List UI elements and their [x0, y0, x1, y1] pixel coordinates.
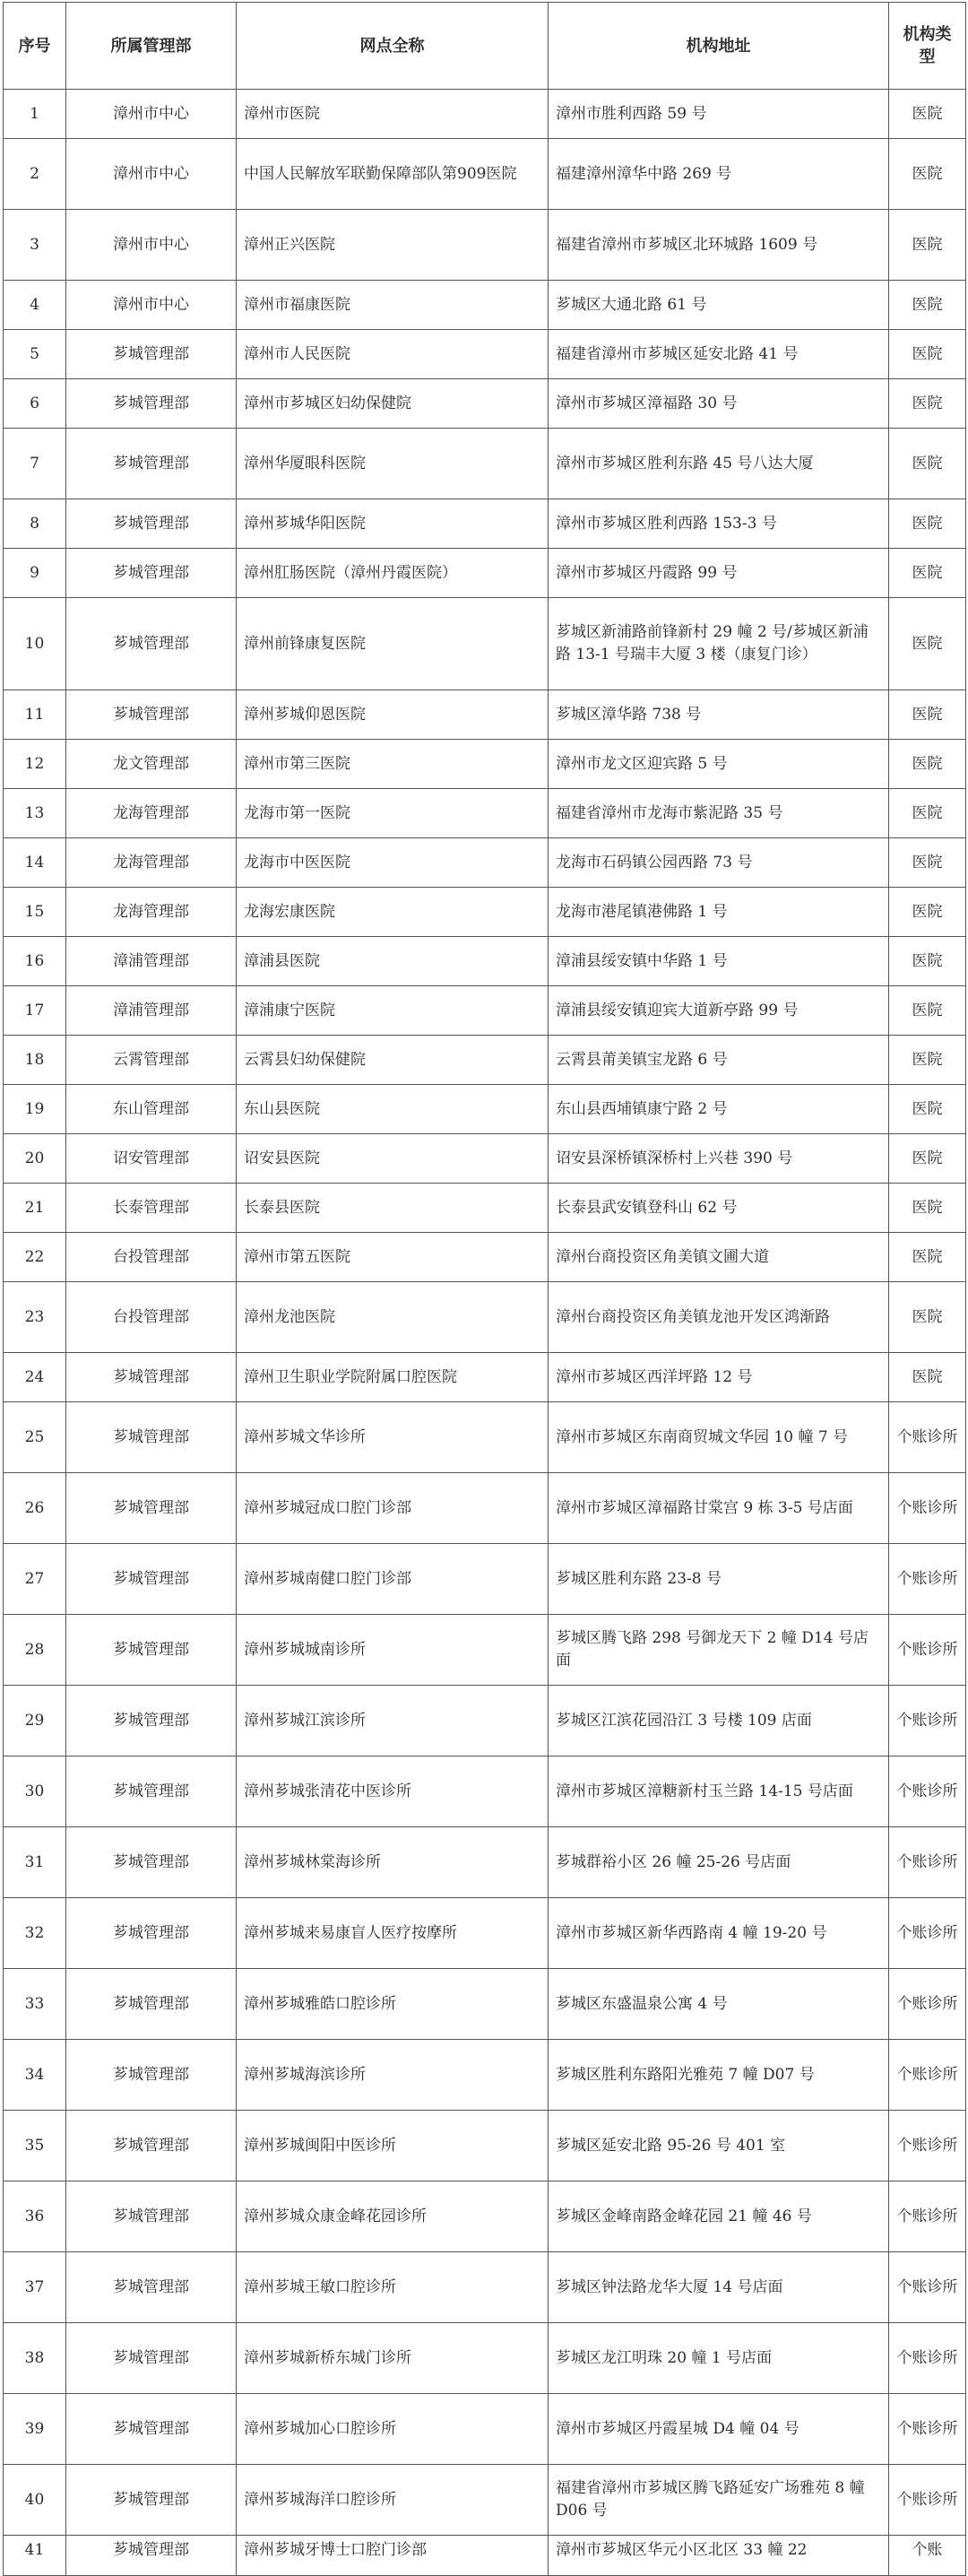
- cell-no: 10: [4, 598, 66, 690]
- cell-addr: 芗城区钟法路龙华大厦 14 号店面: [549, 2252, 889, 2323]
- cell-addr: 芗城群裕小区 26 幢 25-26 号店面: [549, 1827, 889, 1898]
- cell-dept: 龙文管理部: [66, 740, 237, 789]
- cell-type: 个账诊所: [889, 2111, 966, 2181]
- cell-dept: 芗城管理部: [66, 379, 237, 429]
- table-row: [4, 1233, 966, 1282]
- cell-addr: 芗城区腾飞路 298 号御龙天下 2 幢 D14 号店面: [549, 1615, 889, 1686]
- cell-addr: 漳州市龙文区迎宾路 5 号: [549, 740, 889, 789]
- cell-type: 个账: [889, 2536, 966, 2576]
- cell-type: 医院: [889, 598, 966, 690]
- cell-name: 漳州前锋康复医院: [237, 598, 549, 690]
- cell-type: 医院: [889, 139, 966, 210]
- cell-dept: 芗城管理部: [66, 2323, 237, 2394]
- cell-dept: 云霄管理部: [66, 1036, 237, 1085]
- cell-no: 31: [4, 1827, 66, 1898]
- cell-no: 8: [4, 499, 66, 549]
- cell-type: 医院: [889, 379, 966, 429]
- cell-addr: 芗城区胜利东路阳光雅苑 7 幢 D07 号: [549, 2040, 889, 2111]
- cell-dept: 龙海管理部: [66, 838, 237, 888]
- cell-name: 漳州肛肠医院（漳州丹霞医院）: [237, 549, 549, 598]
- table-row: [4, 1353, 966, 1402]
- table-row: [4, 937, 966, 986]
- cell-name: 漳州芗城海滨诊所: [237, 2040, 549, 2111]
- cell-no: 3: [4, 210, 66, 281]
- cell-addr: 漳州台商投资区角美镇文圃大道: [549, 1233, 889, 1282]
- header-name: 网点全称: [237, 3, 549, 90]
- table-row: [4, 1184, 966, 1233]
- cell-dept: 芗城管理部: [66, 598, 237, 690]
- cell-name: 漳州市人民医院: [237, 330, 549, 379]
- cell-dept: 芗城管理部: [66, 2394, 237, 2465]
- cell-addr: 东山县西埔镇康宁路 2 号: [549, 1085, 889, 1134]
- cell-no: 19: [4, 1085, 66, 1134]
- cell-name: 漳州芗城新桥东城门诊所: [237, 2323, 549, 2394]
- cell-type: 医院: [889, 1353, 966, 1402]
- cell-type: 医院: [889, 1085, 966, 1134]
- cell-addr: 芗城区延安北路 95-26 号 401 室: [549, 2111, 889, 2181]
- header-dept: 所属管理部: [66, 3, 237, 90]
- cell-name: 漳州芗城城南诊所: [237, 1615, 549, 1686]
- cell-no: 32: [4, 1898, 66, 1969]
- cell-no: 29: [4, 1686, 66, 1756]
- cell-no: 1: [4, 90, 66, 139]
- cell-name: 东山县医院: [237, 1085, 549, 1134]
- cell-type: 个账诊所: [889, 2181, 966, 2252]
- cell-dept: 漳州市中心: [66, 210, 237, 281]
- cell-name: 龙海市第一医院: [237, 789, 549, 838]
- table-row: [4, 1282, 966, 1353]
- cell-dept: 芗城管理部: [66, 1353, 237, 1402]
- cell-no: 35: [4, 2111, 66, 2181]
- cell-addr: 漳浦县绥安镇中华路 1 号: [549, 937, 889, 986]
- cell-type: 个账诊所: [889, 2394, 966, 2465]
- cell-name: 漳州芗城华阳医院: [237, 499, 549, 549]
- cell-type: 医院: [889, 789, 966, 838]
- cell-no: 12: [4, 740, 66, 789]
- cell-dept: 芗城管理部: [66, 690, 237, 740]
- cell-addr: 长泰县武安镇登科山 62 号: [549, 1184, 889, 1233]
- table-row: [4, 549, 966, 598]
- cell-addr: 漳浦县绥安镇迎宾大道新亭路 99 号: [549, 986, 889, 1036]
- cell-name: 诏安县医院: [237, 1134, 549, 1184]
- table-row: [4, 139, 966, 210]
- cell-name: 漳州芗城闽阳中医诊所: [237, 2111, 549, 2181]
- cell-type: 个账诊所: [889, 1827, 966, 1898]
- cell-no: 41: [4, 2536, 66, 2576]
- cell-dept: 芗城管理部: [66, 2181, 237, 2252]
- cell-dept: 漳州市中心: [66, 281, 237, 330]
- cell-no: 15: [4, 888, 66, 937]
- cell-type: 个账诊所: [889, 1898, 966, 1969]
- cell-addr: 漳州市芗城区华元小区北区 33 幢 22: [549, 2536, 889, 2576]
- cell-name: 漳州市第五医院: [237, 1233, 549, 1282]
- cell-addr: 龙海市石码镇公园西路 73 号: [549, 838, 889, 888]
- table-row: [4, 1969, 966, 2040]
- cell-type: 医院: [889, 549, 966, 598]
- cell-no: 39: [4, 2394, 66, 2465]
- cell-no: 2: [4, 139, 66, 210]
- cell-addr: 龙海市港尾镇港佛路 1 号: [549, 888, 889, 937]
- cell-addr: 芗城区江滨花园沿江 3 号楼 109 店面: [549, 1686, 889, 1756]
- cell-addr: 漳州市芗城区东南商贸城文华园 10 幢 7 号: [549, 1402, 889, 1473]
- cell-type: 医院: [889, 499, 966, 549]
- cell-name: 漳州芗城南健口腔门诊部: [237, 1544, 549, 1615]
- table-row: [4, 1473, 966, 1544]
- table-row: [4, 888, 966, 937]
- cell-type: 医院: [889, 330, 966, 379]
- cell-name: 龙海宏康医院: [237, 888, 549, 937]
- cell-name: 漳州龙池医院: [237, 1282, 549, 1353]
- cell-name: 漳州正兴医院: [237, 210, 549, 281]
- cell-addr: 漳州市芗城区漳福路甘棠宫 9 栋 3-5 号店面: [549, 1473, 889, 1544]
- cell-no: 20: [4, 1134, 66, 1184]
- cell-type: 个账诊所: [889, 1686, 966, 1756]
- cell-name: 漳州芗城张清花中医诊所: [237, 1756, 549, 1827]
- cell-dept: 芗城管理部: [66, 1615, 237, 1686]
- cell-addr: 芗城区龙江明珠 20 幢 1 号店面: [549, 2323, 889, 2394]
- cell-dept: 龙海管理部: [66, 888, 237, 937]
- cell-addr: 福建省漳州市芗城区延安北路 41 号: [549, 330, 889, 379]
- cell-no: 18: [4, 1036, 66, 1085]
- table-row: [4, 2394, 966, 2465]
- cell-type: 医院: [889, 1282, 966, 1353]
- cell-dept: 芗城管理部: [66, 1898, 237, 1969]
- table-row: [4, 1898, 966, 1969]
- table-row: [4, 2252, 966, 2323]
- cell-type: 个账诊所: [889, 1615, 966, 1686]
- cell-dept: 芗城管理部: [66, 1827, 237, 1898]
- table-row: [4, 598, 966, 690]
- cell-type: 医院: [889, 1134, 966, 1184]
- cell-no: 21: [4, 1184, 66, 1233]
- cell-no: 40: [4, 2465, 66, 2536]
- cell-type: 个账诊所: [889, 2252, 966, 2323]
- cell-type: 个账诊所: [889, 2465, 966, 2536]
- cell-dept: 芗城管理部: [66, 2040, 237, 2111]
- cell-type: 医院: [889, 838, 966, 888]
- cell-no: 4: [4, 281, 66, 330]
- cell-dept: 芗城管理部: [66, 549, 237, 598]
- cell-dept: 芗城管理部: [66, 429, 237, 499]
- cell-type: 个账诊所: [889, 2040, 966, 2111]
- table-row: [4, 210, 966, 281]
- cell-no: 34: [4, 2040, 66, 2111]
- cell-name: 漳州芗城牙博士口腔门诊部: [237, 2536, 549, 2576]
- table-row: [4, 2323, 966, 2394]
- table-row: [4, 499, 966, 549]
- table-row: [4, 1544, 966, 1615]
- cell-name: 漳州芗城加心口腔诊所: [237, 2394, 549, 2465]
- cell-no: 27: [4, 1544, 66, 1615]
- table-row: [4, 2181, 966, 2252]
- cell-type: 医院: [889, 690, 966, 740]
- cell-addr: 福建漳州漳华中路 269 号: [549, 139, 889, 210]
- table-row: [4, 2465, 966, 2536]
- cell-name: 漳州市芗城区妇幼保健院: [237, 379, 549, 429]
- cell-addr: 漳州市芗城区西洋坪路 12 号: [549, 1353, 889, 1402]
- table-row: [4, 740, 966, 789]
- cell-type: 医院: [889, 986, 966, 1036]
- cell-no: 37: [4, 2252, 66, 2323]
- cell-no: 23: [4, 1282, 66, 1353]
- cell-addr: 芗城区金峰南路金峰花园 21 幢 46 号: [549, 2181, 889, 2252]
- header-no: 序号: [4, 3, 66, 90]
- table-row: [4, 1827, 966, 1898]
- cell-name: 漳州芗城众康金峰花园诊所: [237, 2181, 549, 2252]
- cell-dept: 台投管理部: [66, 1233, 237, 1282]
- cell-name: 漳州芗城江滨诊所: [237, 1686, 549, 1756]
- cell-name: 漳州芗城来易康盲人医疗按摩所: [237, 1898, 549, 1969]
- cell-type: 医院: [889, 429, 966, 499]
- cell-dept: 芗城管理部: [66, 1756, 237, 1827]
- cell-no: 36: [4, 2181, 66, 2252]
- cell-addr: 漳州市芗城区丹霞星城 D4 幢 04 号: [549, 2394, 889, 2465]
- cell-addr: 福建省漳州市芗城区北环城路 1609 号: [549, 210, 889, 281]
- cell-no: 5: [4, 330, 66, 379]
- cell-name: 漳州芗城海洋口腔诊所: [237, 2465, 549, 2536]
- cell-addr: 漳州市芗城区胜利东路 45 号八达大厦: [549, 429, 889, 499]
- cell-dept: 东山管理部: [66, 1085, 237, 1134]
- cell-no: 14: [4, 838, 66, 888]
- table-row: [4, 1036, 966, 1085]
- cell-dept: 芗城管理部: [66, 2252, 237, 2323]
- table-row: [4, 690, 966, 740]
- cell-name: 漳州芗城王敏口腔诊所: [237, 2252, 549, 2323]
- cell-addr: 漳州市芗城区漳福路 30 号: [549, 379, 889, 429]
- cell-no: 7: [4, 429, 66, 499]
- cell-type: 医院: [889, 740, 966, 789]
- cell-addr: 漳州台商投资区角美镇龙池开发区鸿渐路: [549, 1282, 889, 1353]
- table-row: [4, 330, 966, 379]
- cell-dept: 芗城管理部: [66, 330, 237, 379]
- table-row: [4, 1402, 966, 1473]
- cell-no: 25: [4, 1402, 66, 1473]
- table-row: [4, 429, 966, 499]
- cell-type: 医院: [889, 90, 966, 139]
- cell-type: 医院: [889, 281, 966, 330]
- cell-addr: 芗城区东盛温泉公寓 4 号: [549, 1969, 889, 2040]
- cell-dept: 芗城管理部: [66, 1544, 237, 1615]
- table-row: [4, 1085, 966, 1134]
- cell-no: 9: [4, 549, 66, 598]
- cell-no: 30: [4, 1756, 66, 1827]
- cell-dept: 芗城管理部: [66, 2111, 237, 2181]
- cell-name: 漳州卫生职业学院附属口腔医院: [237, 1353, 549, 1402]
- cell-type: 个账诊所: [889, 1402, 966, 1473]
- cell-addr: 漳州市芗城区胜利西路 153-3 号: [549, 499, 889, 549]
- cell-name: 中国人民解放军联勤保障部队第909医院: [237, 139, 549, 210]
- table-row: [4, 281, 966, 330]
- table-body: [4, 90, 966, 2576]
- cell-no: 26: [4, 1473, 66, 1544]
- cell-dept: 长泰管理部: [66, 1184, 237, 1233]
- table-row: [4, 90, 966, 139]
- cell-type: 个账诊所: [889, 1969, 966, 2040]
- cell-type: 医院: [889, 210, 966, 281]
- cell-name: 漳州市医院: [237, 90, 549, 139]
- cell-no: 24: [4, 1353, 66, 1402]
- cell-type: 医院: [889, 888, 966, 937]
- cell-no: 6: [4, 379, 66, 429]
- header-type: 机构类型: [889, 3, 966, 90]
- table-row: [4, 1615, 966, 1686]
- cell-no: 17: [4, 986, 66, 1036]
- clinic-table: [3, 2, 966, 2576]
- cell-addr: 福建省漳州市龙海市紫泥路 35 号: [549, 789, 889, 838]
- header-addr: 机构地址: [549, 3, 889, 90]
- cell-name: 漳州芗城林棠海诊所: [237, 1827, 549, 1898]
- cell-dept: 诏安管理部: [66, 1134, 237, 1184]
- cell-no: 13: [4, 789, 66, 838]
- cell-addr: 芗城区胜利东路 23-8 号: [549, 1544, 889, 1615]
- cell-name: 云霄县妇幼保健院: [237, 1036, 549, 1085]
- cell-dept: 芗城管理部: [66, 2536, 237, 2576]
- cell-name: 漳州芗城冠成口腔门诊部: [237, 1473, 549, 1544]
- cell-dept: 芗城管理部: [66, 2465, 237, 2536]
- cell-name: 漳州芗城雅皓口腔诊所: [237, 1969, 549, 2040]
- cell-dept: 芗城管理部: [66, 1402, 237, 1473]
- cell-dept: 漳州市中心: [66, 139, 237, 210]
- cell-no: 22: [4, 1233, 66, 1282]
- cell-addr: 漳州市芗城区漳糖新村玉兰路 14-15 号店面: [549, 1756, 889, 1827]
- table-row: [4, 838, 966, 888]
- cell-dept: 漳浦管理部: [66, 937, 237, 986]
- header-row: [4, 3, 966, 90]
- table-row: [4, 1756, 966, 1827]
- cell-dept: 台投管理部: [66, 1282, 237, 1353]
- cell-name: 漳州芗城仰恩医院: [237, 690, 549, 740]
- cell-type: 医院: [889, 1036, 966, 1085]
- cell-addr: 漳州市芗城区丹霞路 99 号: [549, 549, 889, 598]
- cell-no: 38: [4, 2323, 66, 2394]
- table-row: [4, 986, 966, 1036]
- cell-type: 个账诊所: [889, 1473, 966, 1544]
- cell-name: 漳浦康宁医院: [237, 986, 549, 1036]
- cell-type: 个账诊所: [889, 1756, 966, 1827]
- cell-addr: 漳州市芗城区新华西路南 4 幢 19-20 号: [549, 1898, 889, 1969]
- cell-dept: 漳浦管理部: [66, 986, 237, 1036]
- cell-addr: 芗城区大通北路 61 号: [549, 281, 889, 330]
- cell-name: 漳州芗城文华诊所: [237, 1402, 549, 1473]
- table-row: [4, 1686, 966, 1756]
- cell-name: 漳浦县医院: [237, 937, 549, 986]
- cell-name: 龙海市中医医院: [237, 838, 549, 888]
- cell-dept: 漳州市中心: [66, 90, 237, 139]
- cell-addr: 云霄县莆美镇宝龙路 6 号: [549, 1036, 889, 1085]
- cell-addr: 漳州市胜利西路 59 号: [549, 90, 889, 139]
- cell-type: 医院: [889, 937, 966, 986]
- cell-no: 28: [4, 1615, 66, 1686]
- cell-addr: 芗城区新浦路前锋新村 29 幢 2 号/芗城区新浦路 13-1 号瑞丰大厦 3 楼（康复门诊）: [549, 598, 889, 690]
- cell-addr: 福建省漳州市芗城区腾飞路延安广场雅苑 8 幢 D06 号: [549, 2465, 889, 2536]
- cell-addr: 诏安县深桥镇深桥村上兴巷 390 号: [549, 1134, 889, 1184]
- cell-name: 漳州华厦眼科医院: [237, 429, 549, 499]
- cell-dept: 芗城管理部: [66, 1473, 237, 1544]
- cell-name: 长泰县医院: [237, 1184, 549, 1233]
- table-row: [4, 2111, 966, 2181]
- cell-addr: 芗城区漳华路 738 号: [549, 690, 889, 740]
- cell-dept: 芗城管理部: [66, 499, 237, 549]
- cell-type: 医院: [889, 1184, 966, 1233]
- cell-type: 医院: [889, 1233, 966, 1282]
- cell-name: 漳州市第三医院: [237, 740, 549, 789]
- table-row: [4, 2536, 966, 2576]
- cell-dept: 龙海管理部: [66, 789, 237, 838]
- cell-type: 个账诊所: [889, 1544, 966, 1615]
- table-row: [4, 789, 966, 838]
- cell-no: 16: [4, 937, 66, 986]
- table-row: [4, 2040, 966, 2111]
- table-row: [4, 379, 966, 429]
- cell-no: 11: [4, 690, 66, 740]
- cell-name: 漳州市福康医院: [237, 281, 549, 330]
- table-row: [4, 1134, 966, 1184]
- cell-dept: 芗城管理部: [66, 1969, 237, 2040]
- cell-no: 33: [4, 1969, 66, 2040]
- cell-type: 个账诊所: [889, 2323, 966, 2394]
- cell-dept: 芗城管理部: [66, 1686, 237, 1756]
